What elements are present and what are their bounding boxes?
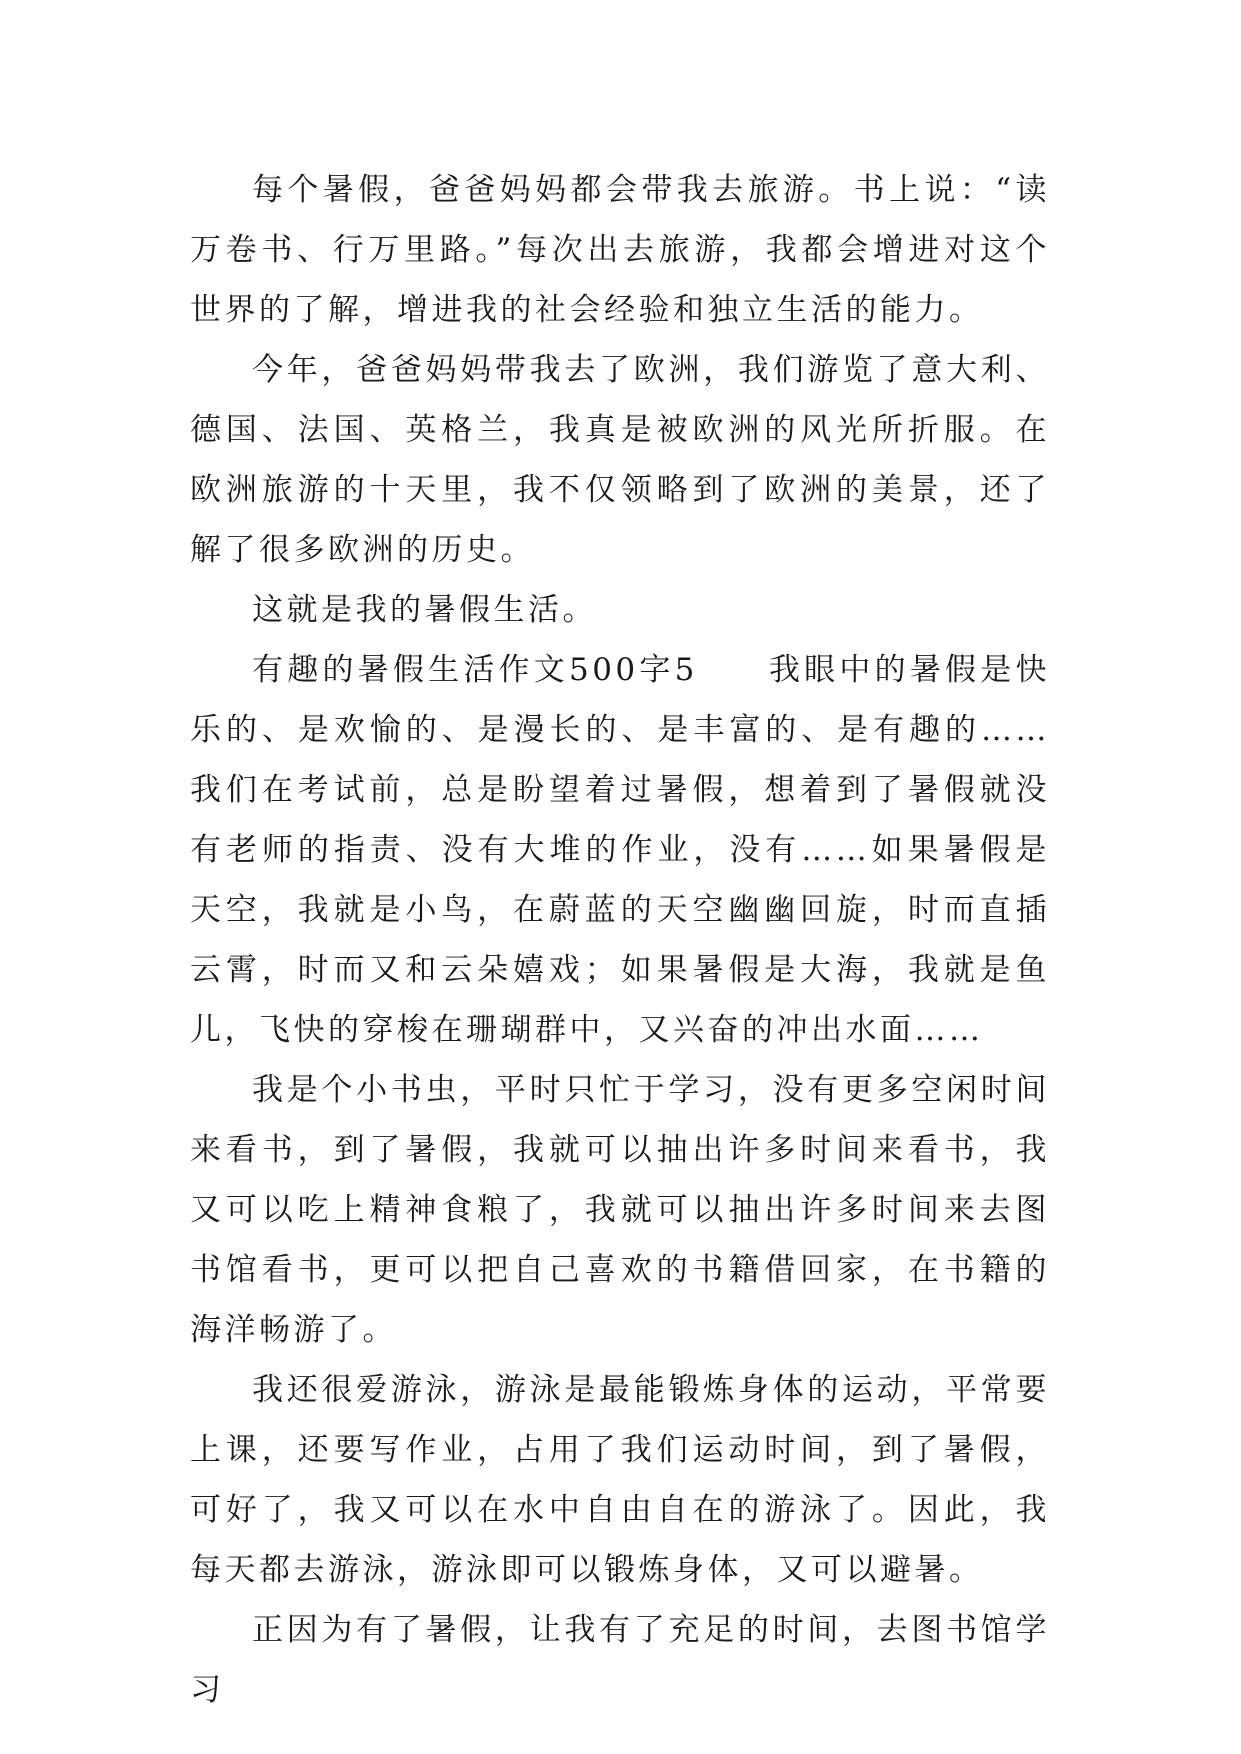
paragraph-summary: 这就是我的暑假生活。	[252, 592, 597, 628]
essay-body	[190, 160, 1050, 1720]
paragraph-library: 正因为有了暑假，让我有了充足的时间，去图书馆学习	[190, 1612, 1050, 1708]
paragraph-travel-intro: 每个暑假，爸爸妈妈都会带我去旅游。书上说：“读万卷书、行万里路。”每次出去旅游，我都会增进对这个世界的了解，增进我的社会经验和独立生活的能力。	[190, 172, 1050, 328]
paragraph-europe-trip: 今年，爸爸妈妈带我去了欧洲，我们游览了意大利、德国、法国、英格兰，我真是被欧洲的风光所折服。在欧洲旅游的十天里，我不仅领略到了欧洲的美景，还了解了很多欧洲的历史。	[190, 352, 1050, 568]
paragraph-bookworm: 我是个小书虫，平时只忙于学习，没有更多空闲时间来看书，到了暑假，我就可以抽出许多时间来看书，我又可以吃上精神食粮了，我就可以抽出许多时间来去图书馆看书，更可以把自己喜欢的书籍借回家，在书籍的海洋畅游了。	[190, 1072, 1050, 1348]
paragraph-swimming: 我还很爱游泳，游泳是最能锻炼身体的运动，平常要上课，还要写作业，占用了我们运动时间，到了暑假，可好了，我又可以在水中自由自在的游泳了。因此，我每天都去游泳，游泳即可以锻炼身体，又可以避暑。	[190, 1372, 1050, 1588]
paragraph-essay-5-intro: 有趣的暑假生活作文500字5 我眼中的暑假是快乐的、是欢愉的、是漫长的、是丰富的、是有趣的……我们在考试前，总是盼望着过暑假，想着到了暑假就没有老师的指责、没有大堆的作业，没有……如果暑假是天空，我就是小鸟，在蔚蓝的天空幽幽回旋，时而直插云霄，时而又和云朵嬉戏；如果暑假是大海，我就是鱼儿，飞快的穿梭在珊瑚群中，又兴奋的冲出水面……	[190, 652, 1050, 1048]
